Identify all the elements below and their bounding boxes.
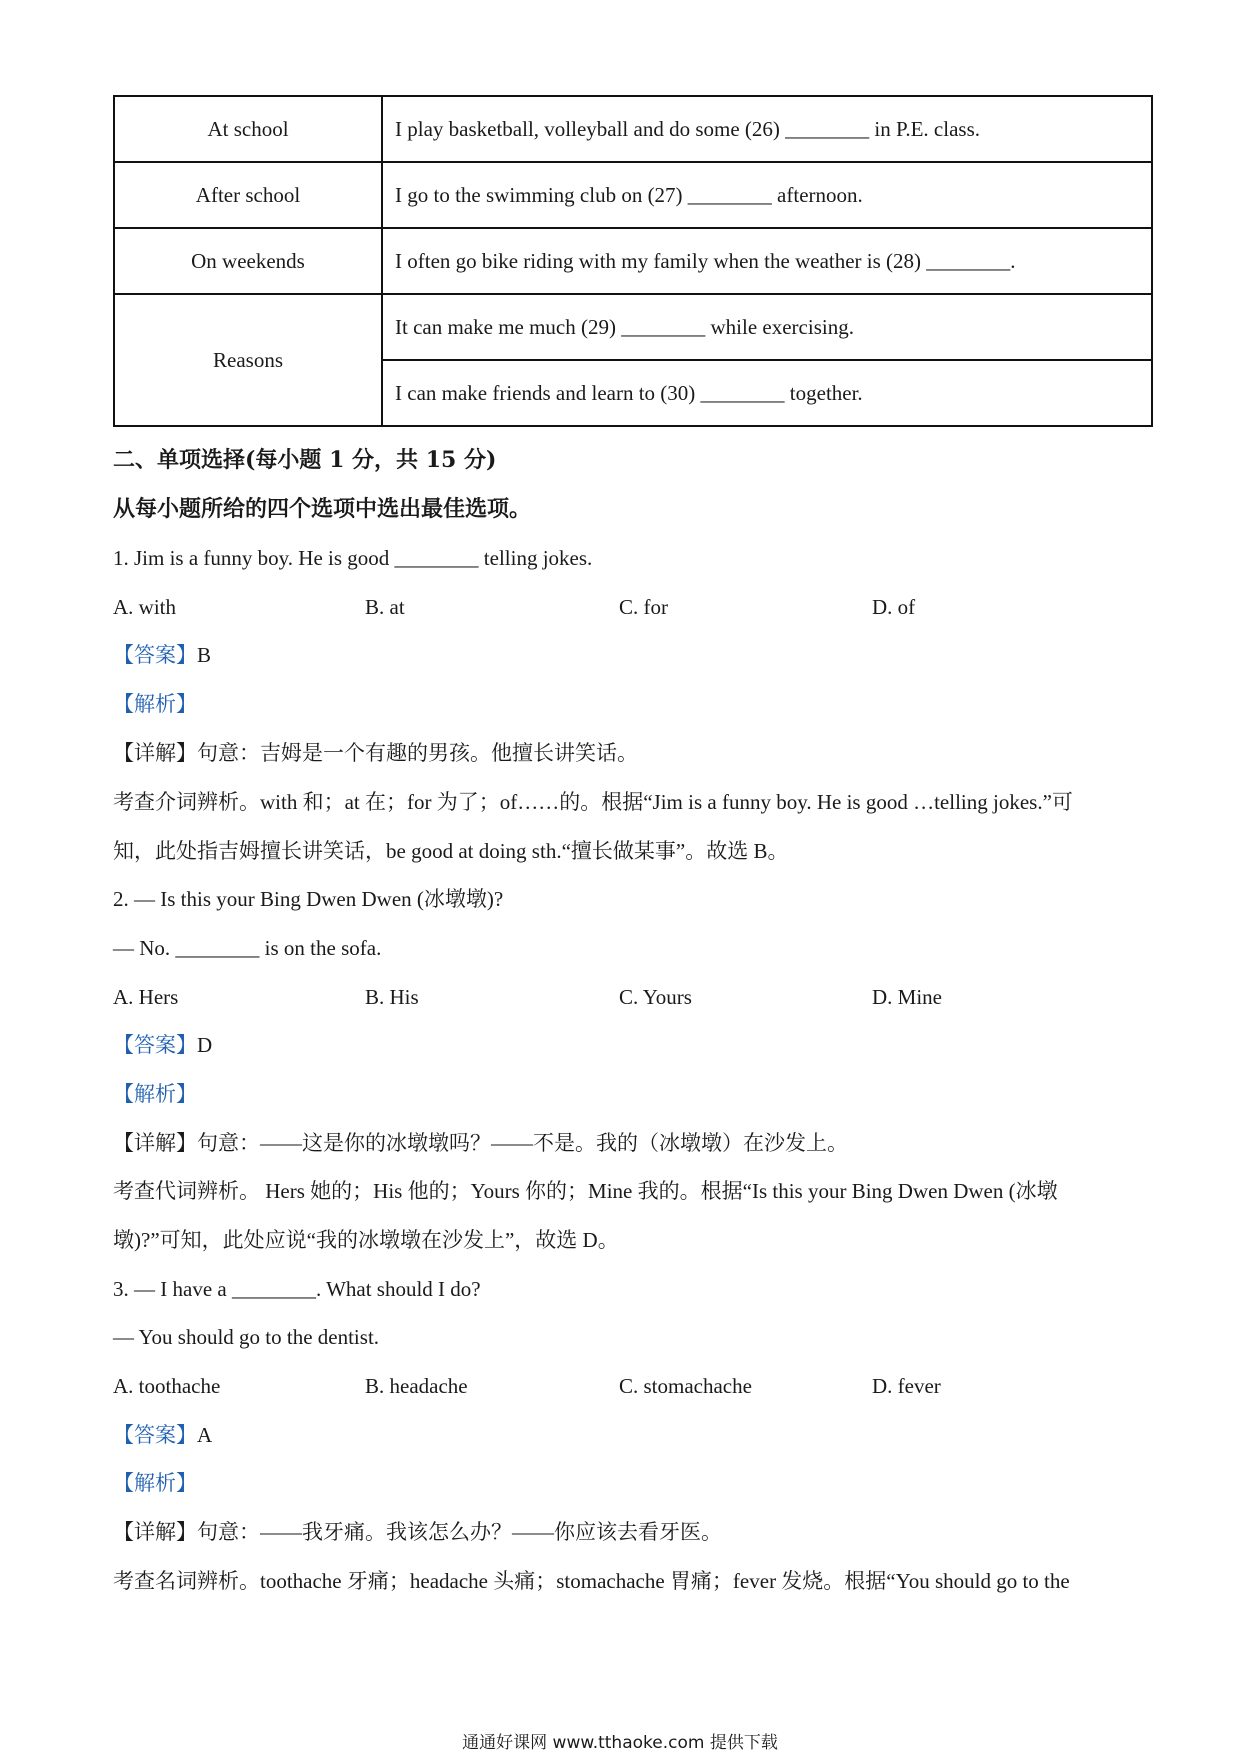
analysis-tag: 【解析】	[113, 692, 197, 716]
table-row	[114, 162, 1152, 228]
question-stem: 3. — I have a ________. What should I do?	[113, 1277, 481, 1301]
table-row	[114, 96, 1152, 162]
option-b: B. headache	[365, 1374, 468, 1398]
option-b: B. His	[365, 985, 419, 1009]
table-row	[114, 294, 1152, 360]
option-d: D. fever	[872, 1374, 941, 1398]
option-a: A. toothache	[113, 1374, 221, 1398]
explain-line: 考查代词辨析。 Hers 她的；His 他的；Yours 你的；Mine 我的。根据“Is this your Bing Dwen Dwen (冰墩	[113, 1179, 1058, 1203]
row-label: Reasons	[114, 294, 382, 426]
answer-tag: 【答案】	[113, 643, 197, 667]
row-label: On weekends	[114, 228, 382, 294]
answer-tag: 【答案】	[113, 1033, 197, 1057]
option-b: B. at	[365, 595, 405, 619]
answer-line	[113, 640, 211, 670]
detail-line	[113, 738, 638, 768]
answer-line	[113, 1420, 212, 1450]
answer-line	[113, 1030, 212, 1060]
analysis-tag: 【解析】	[113, 1471, 197, 1495]
answer-tag: 【答案】	[113, 1423, 197, 1447]
answer-value: A	[197, 1423, 213, 1447]
explain-line: 考查介词辨析。with 和；at 在；for 为了；of……的。根据“Jim is a funny boy. He is good …telling jokes.”可	[113, 790, 1073, 814]
row-text: I play basketball, volleyball and do some (26) ________ in P.E. class.	[382, 96, 1152, 162]
option-d: D. Mine	[872, 985, 942, 1009]
question-reply: — No. ________ is on the sofa.	[113, 936, 382, 960]
detail-tag: 【详解】	[113, 1520, 197, 1544]
option-d: D. of	[872, 595, 916, 619]
table-row	[114, 228, 1152, 294]
analysis-tag: 【解析】	[113, 1082, 197, 1106]
row-text: I can make friends and learn to (30) ________ together.	[382, 360, 1152, 426]
question-stem: 2. — Is this your Bing Dwen Dwen (冰墩墩)?	[113, 887, 504, 911]
answer-value: D	[197, 1033, 213, 1057]
row-label: At school	[114, 96, 382, 162]
detail-text: 句意：吉姆是一个有趣的男孩。他擅长讲笑话。	[197, 741, 638, 765]
detail-tag: 【详解】	[113, 741, 197, 765]
explain-line: 墩)?”可知，此处应说“我的冰墩墩在沙发上”，故选 D。	[113, 1228, 619, 1252]
explain-line: 考查名词辨析。toothache 牙痛；headache 头痛；stomachache 胃痛；fever 发烧。根据“You should go to the	[113, 1569, 1070, 1593]
activity-table	[113, 95, 1153, 427]
option-c: C. for	[619, 595, 668, 619]
answer-value: B	[197, 643, 212, 667]
page-footer: 通通好课网 www.tthaoke.com 提供下载	[462, 1733, 778, 1753]
row-text: I go to the swimming club on (27) ________ afternoon.	[382, 162, 1152, 228]
row-text: I often go bike riding with my family when the weather is (28) ________.	[382, 228, 1152, 294]
option-c: C. Yours	[619, 985, 692, 1009]
detail-text: 句意：——这是你的冰墩墩吗？——不是。我的（冰墩墩）在沙发上。	[197, 1131, 848, 1155]
detail-line	[113, 1517, 722, 1547]
question-reply: — You should go to the dentist.	[113, 1325, 380, 1349]
row-text: It can make me much (29) ________ while exercising.	[382, 294, 1152, 360]
option-a: A. with	[113, 595, 176, 619]
section-instruction: 从每小题所给的四个选项中选出最佳选项。	[113, 496, 532, 522]
detail-text: 句意：——我牙痛。我该怎么办？——你应该去看牙医。	[197, 1520, 722, 1544]
detail-line	[113, 1128, 848, 1158]
row-label: After school	[114, 162, 382, 228]
option-a: A. Hers	[113, 985, 179, 1009]
detail-tag: 【详解】	[113, 1131, 197, 1155]
section-title: 二、单项选择(每小题 1 分，共 15 分)	[113, 447, 497, 473]
explain-line: 知，此处指吉姆擅长讲笑话，be good at doing sth.“擅长做某事”。故选 B。	[113, 839, 789, 863]
option-c: C. stomachache	[619, 1374, 752, 1398]
question-stem: 1. Jim is a funny boy. He is good ________ telling jokes.	[113, 546, 593, 570]
